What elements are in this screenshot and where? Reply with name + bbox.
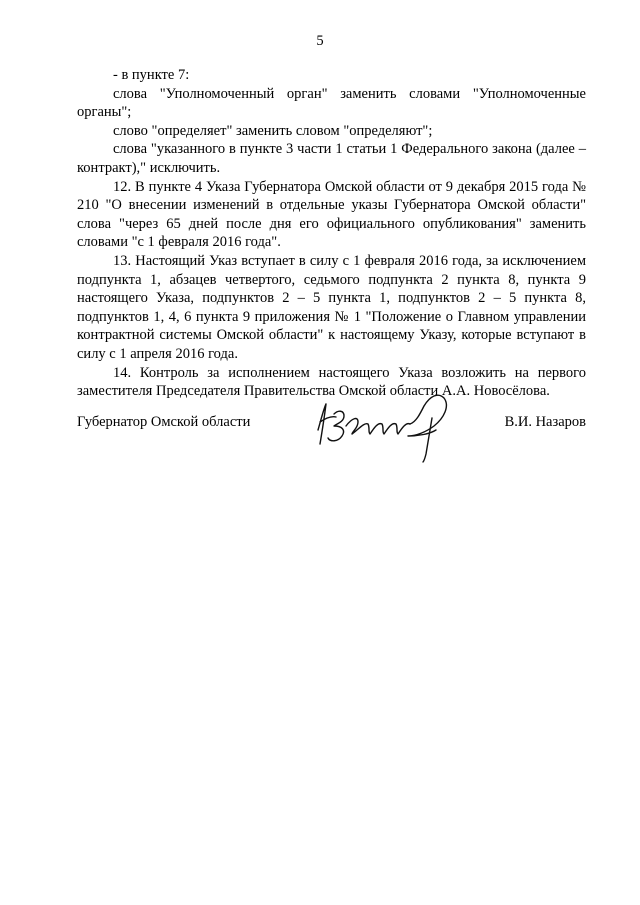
handwritten-signature xyxy=(312,392,477,464)
paragraph-12: 12. В пункте 4 Указа Губернатора Омской области от 9 декабря 2015 года № 210 "О внесении изменений в отдельные указы Губернатора Омской области" слова "через 65 дней после дня его официального опубликования" заменить словами "с 1 февраля 2016 года". xyxy=(77,178,586,251)
paragraph-replace-determines: слово "определяет" заменить словом "определяют"; xyxy=(113,122,433,139)
document-body xyxy=(77,66,586,401)
paragraph-14: 14. Контроль за исполнением настоящего Указа возложить на первого заместителя Председателя Правительства Омской области А.А. Новосёлова. xyxy=(77,364,586,400)
paragraph-replace-organ: слова "Уполномоченный орган" заменить словами "Уполномоченные органы"; xyxy=(77,85,586,121)
paragraph-exclude-words: слова "указанного в пункте 3 части 1 статьи 1 Федерального закона (далее – контракт)," исключить. xyxy=(77,141,586,176)
page-number: 5 xyxy=(316,33,324,49)
signature-block xyxy=(77,404,586,464)
paragraph-13: 13. Настоящий Указ вступает в силу с 1 февраля 2016 года, за исключением подпункта 1, абзацев четвертого, седьмого подпункта 2 пункта 8, пункта 9 настоящего Указа, подпунктов 2 – 5 пункта 1, подпунктов 2 – 5 пункта 8, подпунктов 1, 4, 6 пункта 9 приложения № 1 "Положение о Главном управлении контрактной системы Омской области" к настоящему Указу, которые вступают в силу с 1 апреля 2016 года. xyxy=(77,252,586,362)
paragraph-item-7-heading: - в пункте 7: xyxy=(113,67,190,83)
signatory-title: Губернатор Омской области xyxy=(77,414,251,430)
signatory-name: В.И. Назаров xyxy=(504,414,586,430)
